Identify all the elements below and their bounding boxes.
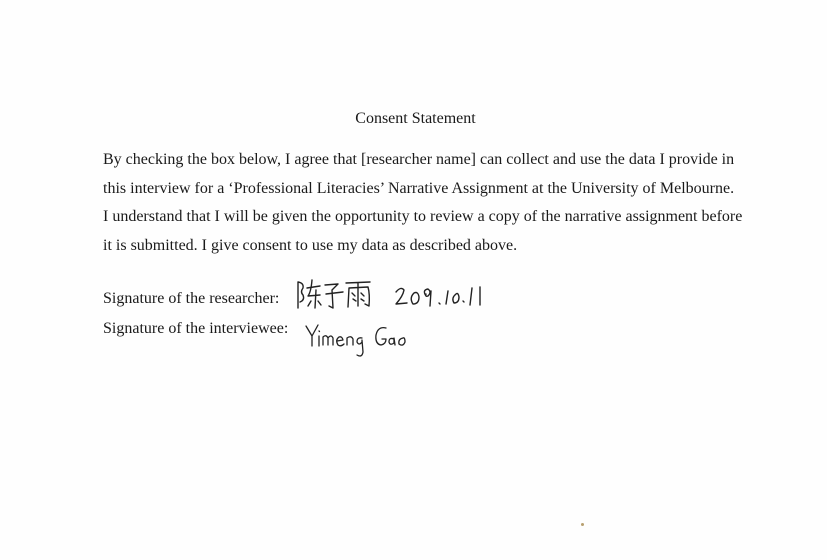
interviewee-signature-label: Signature of the interviewee:: [103, 320, 289, 337]
researcher-signature-row: [103, 290, 279, 308]
paper-speck: [581, 523, 584, 526]
interviewee-signature-row: [103, 320, 288, 338]
interviewee-handwritten-signature: [302, 320, 432, 360]
document-title: Consent Statement: [355, 110, 476, 127]
researcher-signature-label: Signature of the researcher:: [103, 290, 280, 307]
researcher-handwritten-signature: [292, 274, 512, 314]
consent-paragraph: By checking the box below, I agree that [researcher name] can collect and use the data I provide in this interview for a ‘Professional Literacies’ Narrative Assignment at the University of Melbourne. I understand that I will be given the opportunity to review a copy of the narrative assignment before it is submitted. I give consent to use my data as described above.: [103, 151, 743, 254]
